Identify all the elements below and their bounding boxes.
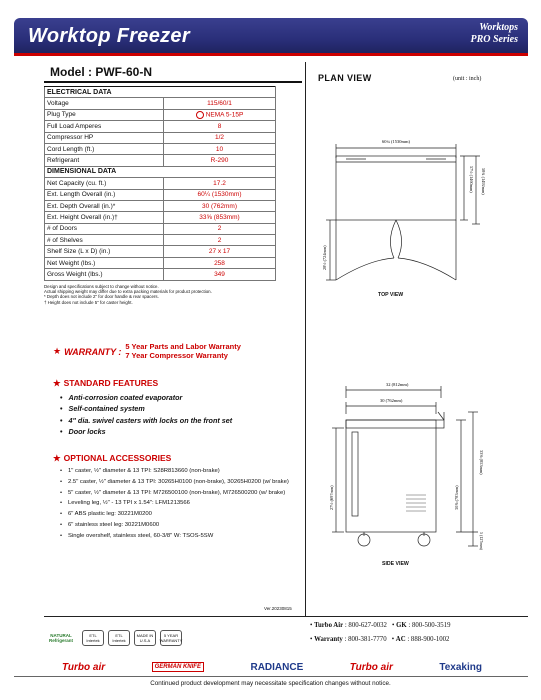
dimensional-head: DIMENSIONAL DATA bbox=[45, 166, 276, 177]
dim-width: 60¼ (1530mm) bbox=[382, 139, 410, 144]
spec-value: 30 (762mm) bbox=[164, 200, 276, 211]
spec-value: 27 x 17 bbox=[164, 246, 276, 257]
top-view-label: TOP VIEW bbox=[378, 292, 404, 298]
list-item: • Single overshelf, stainless steel, 60-3/8" W: TSOS-5SW bbox=[60, 531, 290, 542]
dim-side30: 30 (762mm) bbox=[380, 398, 403, 403]
etl-logo: ETL Intertek bbox=[82, 630, 104, 646]
list-item: • Door locks bbox=[60, 426, 232, 437]
made-in-usa-logo: MADE IN U.S.A bbox=[134, 630, 156, 646]
spec-value: 349 bbox=[164, 269, 276, 280]
side-view-drawing bbox=[316, 380, 516, 560]
model-value: PWF-60-N bbox=[95, 65, 153, 79]
dim-h27: 27½ (697mm) bbox=[329, 485, 334, 510]
contact-row-2: • Warranty : 800-381-7770 • AC : 888-900-1002 bbox=[310, 636, 450, 643]
model-heading bbox=[44, 62, 302, 83]
series-label bbox=[471, 22, 519, 46]
list-item: • Self-contained system bbox=[60, 403, 232, 414]
page-title: Worktop Freezer bbox=[28, 25, 190, 47]
series-line1: Worktops bbox=[479, 22, 518, 33]
spec-value: 33⅝ (853mm) bbox=[164, 212, 276, 223]
note-line: * Depth does not include 2" for door handle & rear spacers. bbox=[44, 294, 159, 300]
spec-key: Ext. Height Overall (in.)† bbox=[45, 212, 164, 223]
warranty-badge-logo: 5 YEAR WARRANTY bbox=[160, 630, 182, 646]
spec-key: Net Weight (lbs.) bbox=[45, 257, 164, 268]
section-divider bbox=[44, 616, 528, 617]
spec-row bbox=[45, 178, 276, 189]
page-header bbox=[14, 18, 528, 56]
plug-icon bbox=[196, 111, 204, 119]
spec-value: 2 bbox=[164, 223, 276, 234]
spec-key: Full Load Amperes bbox=[45, 121, 164, 132]
list-item: • 2.5" caster, ½" diameter & 13 TPI: 30265H0100 (non-brake), 30265H0200 (w/ brake) bbox=[60, 477, 290, 488]
unit-label: (unit : inch) bbox=[453, 76, 482, 82]
dim-h30: 30⅞ (783mm) bbox=[454, 485, 459, 510]
spec-row bbox=[45, 189, 276, 200]
optional-accessories-list bbox=[60, 466, 290, 542]
spec-row bbox=[45, 235, 276, 246]
spec-row bbox=[45, 200, 276, 211]
spec-key: Gross Weight (lbs.) bbox=[45, 269, 164, 280]
spec-value: R-290 bbox=[164, 155, 276, 166]
warranty-label: WARRANTY : bbox=[64, 346, 122, 357]
spec-row bbox=[45, 246, 276, 257]
star-icon: ★ bbox=[53, 378, 61, 388]
spec-row bbox=[45, 143, 276, 154]
list-item: • Leveling leg, ½" - 13 TPI x 1.54": LFM1213566 bbox=[60, 498, 290, 509]
star-icon: ★ bbox=[53, 346, 62, 356]
plan-view-title: PLAN VIEW bbox=[318, 73, 372, 83]
dim-h33: 33⅝ (853mm) bbox=[479, 450, 484, 475]
spec-column bbox=[44, 62, 302, 305]
spec-value: NEMA 5-15P bbox=[164, 109, 276, 120]
texaking-logo: Texaking bbox=[439, 661, 482, 673]
natural-refrigerant-logo: NATURAL Refrigerant bbox=[48, 633, 73, 643]
spec-row bbox=[45, 121, 276, 132]
spec-row bbox=[45, 132, 276, 143]
spec-value: 17.2 bbox=[164, 178, 276, 189]
turbo-air-logo: Turbo air bbox=[62, 661, 106, 673]
spec-value: 115/60/1 bbox=[164, 98, 276, 109]
series-line2: PRO Series bbox=[470, 34, 518, 45]
dim-depth1: 57½ (1460mm) bbox=[469, 166, 474, 193]
turbo-air-logo-2: Turbo air bbox=[349, 661, 393, 673]
spec-key: Ext. Length Overall (in.) bbox=[45, 189, 164, 200]
spec-row bbox=[45, 98, 276, 109]
spec-row bbox=[45, 257, 276, 268]
spec-table bbox=[44, 86, 276, 281]
spec-key: Plug Type bbox=[45, 109, 164, 120]
spec-key: Net Capacity (cu. ft.) bbox=[45, 178, 164, 189]
spec-key: Compressor HP bbox=[45, 132, 164, 143]
spec-row bbox=[45, 212, 276, 223]
spec-key: Cord Length (ft.) bbox=[45, 143, 164, 154]
spec-value: 60¼ (1530mm) bbox=[164, 189, 276, 200]
warranty-text bbox=[125, 343, 240, 360]
spec-value: 1/2 bbox=[164, 132, 276, 143]
dim-door: 28½ (724mm) bbox=[322, 245, 327, 270]
spec-key: Shelf Size (L x D) (in.) bbox=[45, 246, 164, 257]
list-item: • Anti-corrosion coated evaporator bbox=[60, 392, 232, 403]
top-view-drawing bbox=[316, 130, 516, 290]
contact-row-1: • Turbo Air : 800-627-0032 • GK : 800-500-3519 bbox=[310, 622, 451, 629]
optional-accessories-heading: ★ OPTIONAL ACCESSORIES bbox=[53, 453, 172, 463]
spec-row bbox=[45, 109, 276, 120]
spec-value: 258 bbox=[164, 257, 276, 268]
star-icon: ★ bbox=[53, 453, 61, 463]
standard-features-heading: ★ STANDARD FEATURES bbox=[53, 378, 159, 388]
spec-value: 2 bbox=[164, 235, 276, 246]
footer-note: Continued product development may necessitate specification changes without notice. bbox=[150, 680, 391, 687]
note-line: Actual shipping weight may differ due to extra packing materials for product protection. bbox=[44, 289, 212, 295]
spec-notes bbox=[44, 284, 284, 306]
spec-key: Refrigerant bbox=[45, 155, 164, 166]
list-item: • 6" stainless steel leg: 30221M0600 bbox=[60, 520, 290, 531]
spec-key: # of Doors bbox=[45, 223, 164, 234]
spec-row bbox=[45, 155, 276, 166]
spec-key: # of Shelves bbox=[45, 235, 164, 246]
dim-h5: 5 (127mm) bbox=[479, 532, 484, 550]
list-item: • 4" dia. swivel casters with locks on the front set bbox=[60, 415, 232, 426]
electrical-head: ELECTRICAL DATA bbox=[45, 87, 276, 98]
model-label: Model : bbox=[50, 65, 92, 79]
certification-logos bbox=[44, 622, 302, 654]
list-item: • 1" caster, ½" diameter & 13 TPI: S28R813660 (non-brake) bbox=[60, 466, 290, 477]
spec-key: Ext. Depth Overall (in.)* bbox=[45, 200, 164, 211]
radiance-logo: RADIANCE bbox=[250, 661, 304, 673]
german-knife-logo: GERMAN KNIFE bbox=[152, 662, 204, 672]
spec-row bbox=[45, 223, 276, 234]
brand-logos bbox=[62, 659, 482, 675]
note-line: Design and specifications subject to change without notice. bbox=[44, 283, 159, 289]
side-view-label: SIDE VIEW bbox=[382, 561, 409, 567]
footer-divider bbox=[14, 676, 528, 677]
spec-key: Voltage bbox=[45, 98, 164, 109]
list-item: • 5" caster, ½" diameter & 13 TPI: M726500100 (non-brake), M726500200 (w/ brake) bbox=[60, 488, 290, 499]
column-divider bbox=[305, 62, 306, 616]
list-item: • 6" ABS plastic leg: 30221M0200 bbox=[60, 509, 290, 520]
warranty-line2: 7 Year Compressor Warranty bbox=[125, 350, 228, 360]
standard-features-list bbox=[60, 392, 232, 437]
etl-sanitation-logo: ETL Intertek bbox=[108, 630, 130, 646]
version-label: Ver.20230815 bbox=[264, 606, 292, 611]
note-line: † Height does not include 5" for caster height. bbox=[44, 299, 133, 305]
spec-value: 10 bbox=[164, 143, 276, 154]
dim-side32: 32 (812mm) bbox=[386, 382, 409, 387]
spec-row bbox=[45, 269, 276, 280]
contact-info bbox=[310, 619, 451, 647]
warranty-block bbox=[53, 343, 241, 360]
warranty-line1: 5 Year Parts and Labor Warranty bbox=[125, 342, 241, 351]
spec-value: 8 bbox=[164, 121, 276, 132]
dim-depth2: 58¾ (1492mm) bbox=[481, 168, 486, 195]
